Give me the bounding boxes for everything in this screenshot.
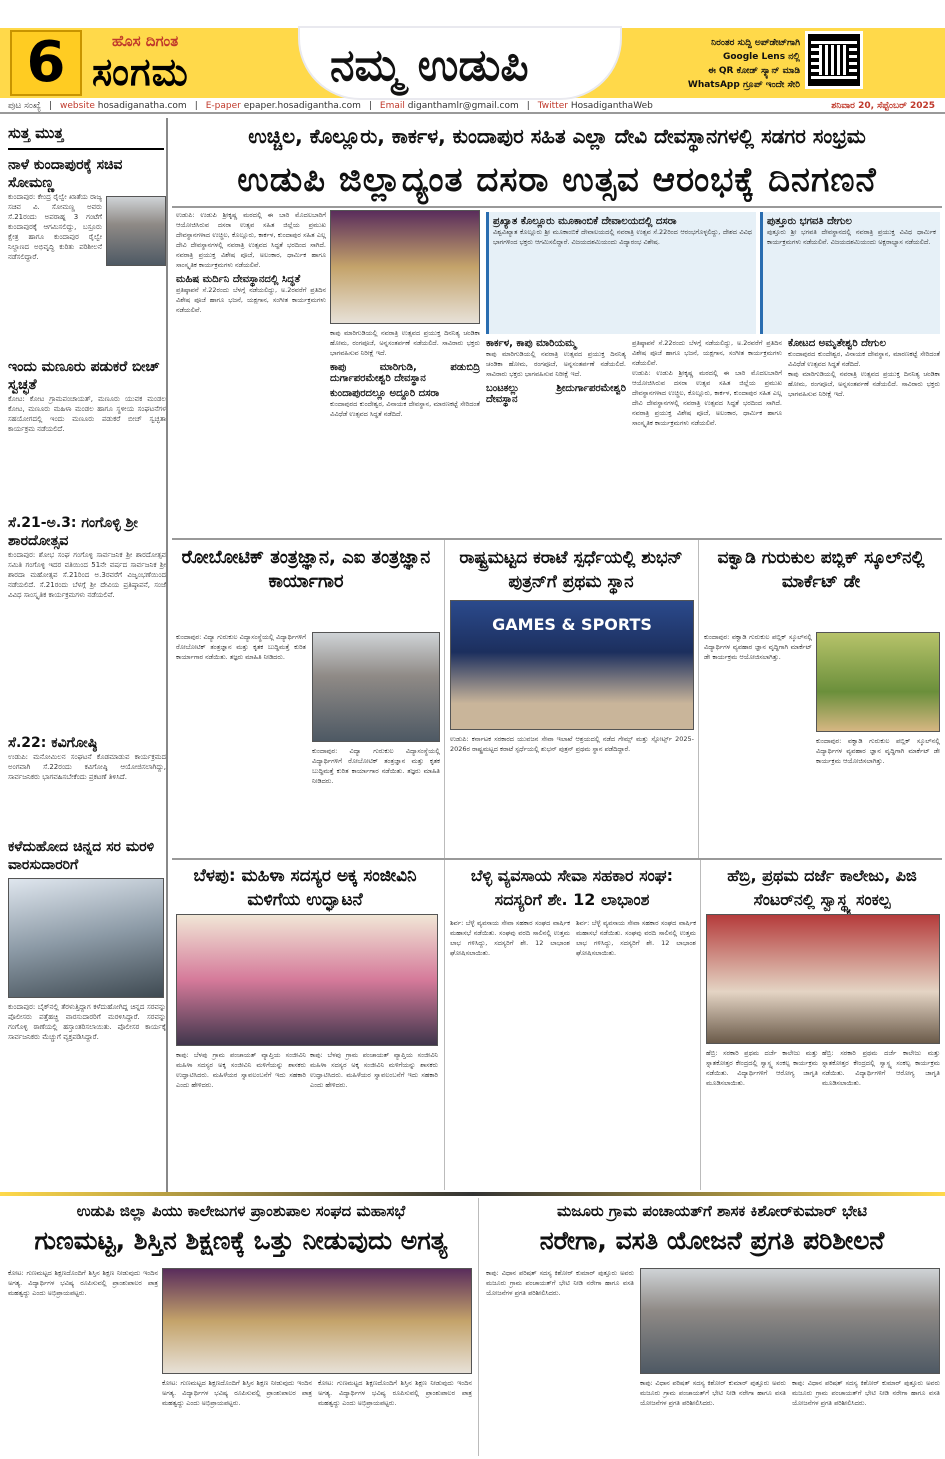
lead-body-3c: ಕಾಪು ಮಾರಿಗುಡಿಯಲ್ಲಿ ನವರಾತ್ರಿ ಉತ್ಸವದ ಪ್ರಯುಕ್ತ ದಿನನಿತ್ಯ ಚಂಡಿಕಾ ಹೋಮ, ರಂಗಪೂಜೆ, ಅನ್ನಸಂತರ್ಪಣೆ ನಡೆಯಲಿದೆ. ಸಾವಿರಾರು ಭಕ್ತರು ಭಾಗವಹಿಸುವ ನಿರೀಕ್ಷೆ ಇದೆ. — [788, 370, 940, 398]
section-logo: ಸುತ್ತ ಮುತ್ತ — [8, 124, 164, 150]
pages-label: ಪುಟ ಸಂಖ್ಯೆ — [8, 101, 41, 111]
qr-line-4: WhatsApp ಗ್ರೂಪ್ ಇಂದೇ ಸೇರಿ — [687, 80, 800, 90]
principals-photo — [162, 1268, 472, 1374]
qr-line-2: Google Lens ನಲ್ಲಿ — [722, 52, 800, 62]
email-label: Email — [379, 101, 405, 111]
story-d-headline: ಬೆಳಪು: ಮಹಿಳಾ ಸದಸ್ಯರ ಅಕ್ಕ ಸಂಜೀವಿನಿ ಮಳಿಗೆಯ ಉದ್ಘಾಟನೆ — [193, 866, 417, 910]
temple-photo — [330, 210, 480, 324]
page-title: ನಮ್ಮ ಉಡುಪಿ — [330, 40, 529, 91]
lead-sub-5: ಬಂಟಕಲ್ಲು ಶ್ರೀದುರ್ಗಾಪರಮೇಶ್ವರಿ ದೇವಸ್ಥಾನ — [486, 383, 626, 405]
story-a-body-2: ಕುಂದಾಪುರ: ವಿದ್ಯಾ ಗುರುಕುಲ ವಿದ್ಯಾಸಂಸ್ಥೆಯಲ್ಲಿ ವಿದ್ಯಾರ್ಥಿಗಳಿಗೆ ರೋಬೋಟಿಕ್ ತಂತ್ರಜ್ಞಾನ ಮತ್ತು ಕೃತಕ ಬುದ್ಧಿಮತ್ತೆ ಕುರಿತ ಕಾರ್ಯಾಗಾರ ನಡೆಯಿತು. ತಜ್ಞರು ಮಾಹಿತಿ ನೀಡಿದರು. — [312, 747, 440, 785]
brief-1-body: ಕುಂದಾಪುರ: ಕೇಂದ್ರ ರೈಲ್ವೇ ಖಾತೆಯ ರಾಜ್ಯ ಸಚಿವ ವಿ. ಸೋಮಣ್ಣ ಅವರು ಸೆ.21ರಂದು ಅಪರಾಹ್ನ 3 ಗಂಟೆಗೆ ಕುಂದಾಪುರಕ್ಕೆ ಆಗಮಿಸಲಿದ್ದು, ಬಸ್ರೂರು ಕ್ಷೇತ್ರ ಹಾಗೂ ಕುಂದಾಪುರ ರೈಲ್ವೇ ನಿಲ್ದಾಣದ ಅಭಿವೃದ್ಧಿ ಕುರಿತು ಪರಿಶೀಲನೆ ನಡೆಸಲಿದ್ದಾರೆ. — [8, 193, 102, 261]
lead-body-4b: ಕುಂದಾಪುರದ ಕುಂದೇಶ್ವರ, ವಿನಾಯಕ ದೇವಸ್ಥಾನ, ಮಾರಣಕಟ್ಟೆ ಸೇರಿದಂತೆ ವಿವಿಧೆಡೆ ಉತ್ಸವದ ಸಿದ್ಧತೆ ನಡೆದಿದೆ. — [788, 350, 940, 368]
minister-photo — [106, 196, 166, 266]
lead-headline: ಉಡುಪಿ ಜಿಲ್ಲಾದ್ಯಂತ ದಸರಾ ಉತ್ಸವ ಆರಂಭಕ್ಕೆ ದಿನಗಣನೆ — [172, 160, 942, 204]
kollur-body: ವಿಶ್ವವಿಖ್ಯಾತ ಕೊಲ್ಲೂರು ಶ್ರೀ ಮೂಕಾಂಬಿಕೆ ದೇವಾಲಯದಲ್ಲಿ ನವರಾತ್ರಿ ಉತ್ಸವ ಸೆ.22ರಿಂದ ಆರಂಭಗೊಳ್ಳಲಿದ್ದು, ದೇಶದ ವಿವಿಧ ಭಾಗಗಳಿಂದ ಭಕ್ತರು ಆಗಮಿಸಲಿದ್ದಾರೆ. ವಿಜಯದಶಮಿಯಂದು ವಿದ್ಯಾರಂಭ ವಿಶೇಷ. — [493, 228, 752, 246]
col-divider-e — [478, 1198, 479, 1456]
lead-col-5 — [788, 338, 940, 535]
col-divider-c — [444, 860, 445, 1190]
market-day-photo — [816, 632, 940, 732]
qr-code-icon[interactable] — [808, 34, 860, 86]
story-h-headline: ನರೇಗಾ, ವಸತಿ ಯೋಜನೆ ಪ್ರಗತಿ ಪರಿಶೀಲನೆ — [539, 1226, 885, 1255]
story-g-body-2: ಕೋಟ: ಗುಣಮಟ್ಟದ ಶಿಕ್ಷಣದೊಂದಿಗೆ ಶಿಸ್ತಿನ ಶಿಕ್ಷಣ ನೀಡುವುದು ಇಂದಿನ ಅಗತ್ಯ. ವಿದ್ಯಾರ್ಥಿಗಳ ಭವಿಷ್ಯ ರೂಪಿಸುವಲ್ಲಿ ಪ್ರಾಂಶುಪಾಲರ ಪಾತ್ರ ಮಹತ್ವದ್ದು ಎಂದು ಅಭಿಪ್ರಾಯಪಟ್ಟರು. — [162, 1379, 312, 1407]
lead-body-1b: ಉಡುಪಿ: ಉಡುಪಿ ಶ್ರೀಕೃಷ್ಣ ಮಠದಲ್ಲಿ ಈ ಬಾರಿ ಮೊದಲಬಾರಿಗೆ ಆಯೋಜಿಸಿರುವ ದಸರಾ ಉತ್ಸವ ಸಹಿತ ಜಿಲ್ಲೆಯ ಪ್ರಮುಖ ದೇವಸ್ಥಾನಗಳಾದ ಉಚ್ಚಿಲ, ಕೊಲ್ಲೂರು, ಕಾರ್ಕಳ, ಕುಂದಾಪುರ ಸಹಿತ ಎಲ್ಲ ದೇವಿ ದೇವಸ್ಥಾನಗಳಲ್ಲಿ ನವರಾತ್ರಿ ಉತ್ಸವದ ಸಿದ್ಧತೆ ಭರದಿಂದ ಸಾಗಿದೆ. ನವರಾತ್ರಿ ಪ್ರಯುಕ್ತ ವಿಶೇಷ ಪೂಜೆ, ಅಲಂಕಾರ, ಧಾರ್ಮಿಕ ಹಾಗೂ ಸಾಂಸ್ಕೃತಿಕ ಕಾರ್ಯಕ್ರಮಗಳು ನಡೆಯಲಿವೆ. — [632, 369, 782, 427]
puttur-box — [760, 212, 940, 334]
lead-kicker: ಉಚ್ಚಿಲ, ಕೊಲ್ಲೂರು, ಕಾರ್ಕಳ, ಕುಂದಾಪುರ ಸಹಿತ ಎಲ್ಲಾ ದೇವಿ ದೇವಸ್ಥಾನಗಳಲ್ಲಿ ಸಡಗರ ಸಂಭ್ರಮ — [248, 124, 866, 148]
story-e-body: ಶಿರ್ವ: ಬೆಳ್ಳೆ ವ್ಯವಸಾಯ ಸೇವಾ ಸಹಕಾರ ಸಂಘದ ವಾರ್ಷಿಕ ಮಹಾಸಭೆ ನಡೆಯಿತು. ಸಂಘವು ವರದಿ ಸಾಲಿನಲ್ಲಿ ಉತ್ತಮ ಲಾಭ ಗಳಿಸಿದ್ದು, ಸದಸ್ಯರಿಗೆ ಶೇ. 12 ಲಾಭಾಂಶ ಘೋಷಿಸಲಾಯಿತು. — [450, 919, 570, 957]
story-f-body: ಹೆಬ್ರಿ: ಸರಕಾರಿ ಪ್ರಥಮ ದರ್ಜೆ ಕಾಲೇಜು ಮತ್ತು ಸ್ನಾತಕೋತ್ತರ ಕೇಂದ್ರದಲ್ಲಿ ಸ್ವಾಸ್ಥ್ಯ ಸಂಕಲ್ಪ ಕಾರ್ಯಕ್ರಮ ನಡೆಯಿತು. ವಿದ್ಯಾರ್ಥಿಗಳಿಗೆ ಆರೋಗ್ಯ ಜಾಗೃತಿ ಮೂಡಿಸಲಾಯಿತು. — [706, 1049, 818, 1087]
brief-1-title: ನಾಳೆ ಕುಂದಾಪುರಕ್ಕೆ ಸಚಿವ ಸೋಮಣ್ಣ — [8, 157, 123, 191]
lead-sub-4: ಕಾರ್ಕಳ, ಕಾಪು ಮಾರಿಯಮ್ಮ — [486, 338, 576, 349]
qr-line-1: ನಿರಂತರ ಸುದ್ದಿ ಅಪ್‌ಡೇಟ್‌ಗಾಗಿ — [711, 38, 800, 48]
lead-sub-6: ಕೋಟದ ಅಮೃತೇಶ್ವರಿ ದೇಗುಲ — [788, 338, 886, 349]
brief-2-title: ಇಂದು ಮಣೂರು ಪಡುಕರೆ ಬೀಚ್ ಸ್ವಚ್ಛತೆ — [8, 359, 160, 393]
brand-name: ಸಂಗಮ — [92, 50, 189, 94]
brief-3-body: ಕುಂದಾಪುರ: ಶೋಭ ಸಂಘ ಗಂಗೊಳ್ಳಿ ಸಾರ್ವಜನಿಕ ಶ್ರೀ ಶಾರದೋತ್ಸವ ಸಮಿತಿ ಗಂಗೊಳ್ಳಿ ಇದರ ವತಿಯಿಂದ 51ನೇ ವರ್ಷದ ಸಾರ್ವಜನಿಕ ಶ್ರೀ ಶಾರದಾ ಮಹೋತ್ಸವ ಸೆ.21ರಿಂದ ಅ.3ರವರೆಗೆ ವಿಜೃಂಭಣೆಯಿಂದ ನಡೆಯಲಿದೆ. ಸೆ.21ರಂದು ಬೆಳಗ್ಗೆ ಶ್ರೀ ದೇವಿಯ ಪ್ರತಿಷ್ಠಾಪನೆ, ಸಂಜೆ ವಿವಿಧ ಸಾಂಸ್ಕೃತಿಕ ಕಾರ್ಯಕ್ರಮಗಳು ನಡೆಯಲಿವೆ. — [8, 551, 166, 599]
story-f-headline: ಹೆಬ್ರಿ, ಪ್ರಥಮ ದರ್ಜೆ ಕಾಲೇಜು, ಪಿಜಿ ಸೆಂಟರ್‌ನಲ್ಲಿ ಸ್ವಾಸ್ಥ್ಯ ಸಂಕಲ್ಪ — [727, 866, 917, 909]
brief-2 — [8, 358, 166, 434]
story-g-body-3: ಕೋಟ: ಗುಣಮಟ್ಟದ ಶಿಕ್ಷಣದೊಂದಿಗೆ ಶಿಸ್ತಿನ ಶಿಕ್ಷಣ ನೀಡುವುದು ಇಂದಿನ ಅಗತ್ಯ. ವಿದ್ಯಾರ್ಥಿಗಳ ಭವಿಷ್ಯ ರೂಪಿಸುವಲ್ಲಿ ಪ್ರಾಂಶುಪಾಲರ ಪಾತ್ರ ಮಹತ್ವದ್ದು ಎಂದು ಅಭಿಪ್ರಾಯಪಟ್ಟರು. — [318, 1379, 472, 1407]
brief-5-body: ಕುಂದಾಪುರ: ಬೈಕ್‌ನಲ್ಲಿ ತೆರಳುತ್ತಿದ್ದಾಗ ಕಳೆದುಹೋಗಿದ್ದ ಚಿನ್ನದ ಸರವನ್ನು ಪೊಲೀಸರು ಪತ್ತೆಹಚ್ಚಿ ವಾರಸುದಾರರಿಗೆ ಮರಳಿಸಿದ್ದಾರೆ. ಸರವನ್ನು ಗಂಗೊಳ್ಳಿ ಠಾಣೆಯಲ್ಲಿ ಹಸ್ತಾಂತರಿಸಲಾಯಿತು. ಪೊಲೀಸರ ಕಾರ್ಯಕ್ಕೆ ಸಾರ್ವಜನಿಕರು ಮೆಚ್ಚುಗೆ ವ್ಯಕ್ತಪಡಿಸಿದ್ದಾರೆ. — [8, 1003, 166, 1041]
story-h-kicker: ಮಜೂರು ಗ್ರಾಮ ಪಂಚಾಯತ್‌ಗೆ ಶಾಸಕ ಕಿಶೋರ್‌ಕುಮಾರ್ ಭೇಟಿ — [556, 1202, 868, 1220]
story-c-headline: ವಕ್ವಾಡಿ ಗುರುಕುಲ ಪಬ್ಲಿಕ್ ಸ್ಕೂಲ್‌ನಲ್ಲಿ ಮಾರ್ಕೆಟ್ ಡೇ — [717, 548, 925, 592]
kollur-title: ಪ್ರಖ್ಯಾತ ಕೊಲ್ಲೂರು ಮೂಕಾಂಬಿಕೆ ದೇವಾಲಯದಲ್ಲಿ ದಸರಾ — [493, 216, 677, 227]
col-divider-b — [698, 540, 699, 858]
lead-sub-1: ಮಹಿಷ ಮರ್ದಿನಿ ದೇವಸ್ಥಾನದಲ್ಲಿ ಸಿದ್ಧತೆ — [176, 274, 301, 285]
lead-body-2: ಪ್ರತಿಷ್ಠಾಪನೆ ಸೆ.22ರಂದು ಬೆಳಗ್ಗೆ ನಡೆಯಲಿದ್ದು, ಅ.2ರವರೆಗೆ ಪ್ರತಿದಿನ ವಿಶೇಷ ಪೂಜೆ ಹಾಗೂ ಭಜನೆ, ಯಕ್ಷಗಾನ, ಸಂಗೀತ ಕಾರ್ಯಕ್ರಮಗಳು ನಡೆಯಲಿವೆ. — [176, 286, 326, 314]
story-g-body: ಕೋಟ: ಗುಣಮಟ್ಟದ ಶಿಕ್ಷಣದೊಂದಿಗೆ ಶಿಸ್ತಿನ ಶಿಕ್ಷಣ ನೀಡುವುದು ಇಂದಿನ ಅಗತ್ಯ. ವಿದ್ಯಾರ್ಥಿಗಳ ಭವಿಷ್ಯ ರೂಪಿಸುವಲ್ಲಿ ಪ್ರಾಂಶುಪಾಲರ ಪಾತ್ರ ಮಹತ್ವದ್ದು ಎಂದು ಅಭಿಪ್ರಾಯಪಟ್ಟರು. — [8, 1269, 158, 1297]
brief-5-title: ಕಳೆದುಹೋದ ಚಿನ್ನದ ಸರ ಮರಳಿ ವಾರಸುದಾರರಿಗೆ — [8, 839, 155, 873]
email-link[interactable]: diganthamlr@gmail.com — [407, 101, 519, 111]
brief-1 — [8, 156, 166, 268]
brand-small: ಹೊಸ ದಿಗಂತ — [112, 32, 179, 50]
lead-body-3: ಕಾಪು ಮಾರಿಗುಡಿಯಲ್ಲಿ ನವರಾತ್ರಿ ಉತ್ಸವದ ಪ್ರಯುಕ್ತ ದಿನನಿತ್ಯ ಚಂಡಿಕಾ ಹೋಮ, ರಂಗಪೂಜೆ, ಅನ್ನಸಂತರ್ಪಣೆ ನಡೆಯಲಿದೆ. ಸಾವಿರಾರು ಭಕ್ತರು ಭಾಗವಹಿಸುವ ನಿರೀಕ್ಷೆ ಇದೆ. — [330, 329, 480, 357]
story-h-body-3: ಕಾಪು: ವಿಧಾನ ಪರಿಷತ್ ಸದಸ್ಯ ಕಿಶೋರ್ ಕುಮಾರ್ ಪುತ್ತೂರು ಅವರು ಮಜೂರು ಗ್ರಾಮ ಪಂಚಾಯತ್‌ಗೆ ಭೇಟಿ ನೀಡಿ ನರೇಗಾ ಹಾಗೂ ವಸತಿ ಯೋಜನೆಗಳ ಪ್ರಗತಿ ಪರಿಶೀಲಿಸಿದರು. — [792, 1379, 940, 1407]
issue-date: ಶನಿವಾರ 20, ಸೆಪ್ಟೆಂಬರ್ 2025 — [831, 101, 935, 111]
col-divider-d — [700, 860, 701, 1190]
lead-body-3b: ಕಾಪು ಮಾರಿಗುಡಿಯಲ್ಲಿ ನವರಾತ್ರಿ ಉತ್ಸವದ ಪ್ರಯುಕ್ತ ದಿನನಿತ್ಯ ಚಂಡಿಕಾ ಹೋಮ, ರಂಗಪೂಜೆ, ಅನ್ನಸಂತರ್ಪಣೆ ನಡೆಯಲಿದೆ. ಸಾವಿರಾರು ಭಕ್ತರು ಭಾಗವಹಿಸುವ ನಿರೀಕ್ಷೆ ಇದೆ. — [486, 350, 626, 378]
story-g-headline: ಗುಣಮಟ್ಟ, ಶಿಸ್ತಿನ ಶಿಕ್ಷಣಕ್ಕೆ ಒತ್ತು ನೀಡುವುದು ಅಗತ್ಯ — [34, 1226, 448, 1255]
sanjeevini-photo — [176, 914, 438, 1046]
brief-4-title: ಸೆ.22: ಕವಿಗೋಷ್ಠಿ — [8, 735, 98, 751]
lead-col-4 — [632, 338, 782, 535]
lead-col-2 — [330, 328, 480, 535]
twitter-label: Twitter — [537, 101, 568, 111]
story-c-body: ಕುಂದಾಪುರ: ವಕ್ವಾಡಿ ಗುರುಕುಲ ಪಬ್ಲಿಕ್ ಸ್ಕೂಲ್‌ನಲ್ಲಿ ವಿದ್ಯಾರ್ಥಿಗಳ ವ್ಯವಹಾರ ಜ್ಞಾನ ವೃದ್ಧಿಗಾಗಿ ಮಾರ್ಕೆಟ್ ಡೇ ಕಾರ್ಯಕ್ರಮ ಆಯೋಜಿಸಲಾಗಿತ್ತು. — [704, 633, 812, 661]
karate-photo: GAMES & SPORTS — [450, 600, 694, 730]
panchayat-photo — [640, 1268, 940, 1374]
qr-line-3: ಈ QR ಕೋಡ್ ಸ್ಕ್ಯಾನ್ ಮಾಡಿ — [707, 66, 800, 76]
website-link[interactable]: hosadiganatha.com — [97, 101, 187, 111]
lead-body-4: ಕುಂದಾಪುರದ ಕುಂದೇಶ್ವರ, ವಿನಾಯಕ ದೇವಸ್ಥಾನ, ಮಾರಣಕಟ್ಟೆ ಸೇರಿದಂತೆ ವಿವಿಧೆಡೆ ಉತ್ಸವದ ಸಿದ್ಧತೆ ನಡೆದಿದೆ. — [330, 400, 480, 418]
brief-4-body: ಉಡುಪಿ: ಮನೋಮಿಲನ ಸಂಘಟನೆ ಕೊಡಮಾಡುವ ಕಾರ್ಯಕ್ರಮದ ಅಂಗವಾಗಿ ಸೆ.22ರಂದು ಕವಿಗೋಷ್ಠಿ ಆಯೋಜಿಸಲಾಗಿದ್ದು, ಸಾರ್ವಜನಿಕರು ಭಾಗವಹಿಸಬೇಕೆಂದು ಪ್ರಕಟಣೆ ತಿಳಿಸಿದೆ. — [8, 753, 166, 781]
lead-divider — [172, 206, 942, 208]
lead-body-2b: ಪ್ರತಿಷ್ಠಾಪನೆ ಸೆ.22ರಂದು ಬೆಳಗ್ಗೆ ನಡೆಯಲಿದ್ದು, ಅ.2ರವರೆಗೆ ಪ್ರತಿದಿನ ವಿಶೇಷ ಪೂಜೆ ಹಾಗೂ ಭಜನೆ, ಯಕ್ಷಗಾನ, ಸಂಗೀತ ಕಾರ್ಯಕ್ರಮಗಳು ನಡೆಯಲಿವೆ. — [632, 339, 782, 367]
puttur-title: ಪುತ್ತೂರು ಭಗವತಿ ದೇಗುಲ — [767, 216, 852, 227]
qr-text — [660, 36, 800, 92]
brief-3 — [8, 514, 166, 600]
col-divider-a — [444, 540, 445, 858]
story-g-kicker: ಉಡುಪಿ ಜಿಲ್ಲಾ ಪಿಯು ಕಾಲೇಜುಗಳ ಪ್ರಾಂಶುಪಾಲ ಸಂಘದ ಮಹಾಸಭೆ — [76, 1202, 406, 1220]
story-d-body: ಕಾಪು: ಬೆಳಪು ಗ್ರಾಮ ಪಂಚಾಯತ್ ವ್ಯಾಪ್ತಿಯ ಸಂಜೀವಿನಿ ಮಹಿಳಾ ಸದಸ್ಯರ ಅಕ್ಕ ಸಂಜೀವಿನಿ ಮಳಿಗೆಯನ್ನು ಶಾಸಕರು ಉದ್ಘಾಟಿಸಿದರು. ಮಹಿಳೆಯರ ಸ್ವಾವಲಂಬನೆಗೆ ಇದು ಸಹಕಾರಿ ಎಂದು ಹೇಳಿದರು. — [176, 1051, 306, 1089]
story-e-headline: ಬೆಳ್ಳಿ ವ್ಯವಸಾಯ ಸೇವಾ ಸಹಕಾರ ಸಂಘ: ಸದಸ್ಯರಿಗೆ ಶೇ. 12 ಲಾಭಾಂಶ — [470, 866, 674, 909]
lead-sub-2: ಕಾಪು ಮಾರಿಗುಡಿ, ಪಡುಬಿದ್ರಿ ದುರ್ಗಾಪರಮೇಶ್ವರಿ ದೇವಸ್ಥಾನ — [330, 362, 480, 384]
lead-col-3 — [486, 338, 626, 535]
robotics-photo — [312, 632, 440, 742]
lead-col-1 — [176, 210, 326, 535]
brief-5 — [8, 838, 166, 1042]
brief-4 — [8, 734, 166, 782]
puttur-body: ಪುತ್ತೂರು ಶ್ರೀ ಭಗವತಿ ದೇವಸ್ಥಾನದಲ್ಲಿ ನವರಾತ್ರಿ ಪ್ರಯುಕ್ತ ವಿವಿಧ ಧಾರ್ಮಿಕ ಕಾರ್ಯಕ್ರಮಗಳು ನಡೆಯಲಿವೆ. ವಿಜಯದಶಮಿಯಂದು ಅಕ್ಷರಾಭ್ಯಾಸ ನಡೆಯಲಿದೆ. — [767, 228, 936, 246]
story-b-headline: ರಾಷ್ಟ್ರಮಟ್ಟದ ಕರಾಟೆ ಸ್ಪರ್ಧೆಯಲ್ಲಿ ಶುಭನ್ ಪುತ್ರನ್‌ಗೆ ಪ್ರಥಮ ಸ್ಥಾನ — [459, 548, 683, 592]
story-d-body-2: ಕಾಪು: ಬೆಳಪು ಗ್ರಾಮ ಪಂಚಾಯತ್ ವ್ಯಾಪ್ತಿಯ ಸಂಜೀವಿನಿ ಮಹಿಳಾ ಸದಸ್ಯರ ಅಕ್ಕ ಸಂಜೀವಿನಿ ಮಳಿಗೆಯನ್ನು ಶಾಸಕರು ಉದ್ಘಾಟಿಸಿದರು. ಮಹಿಳೆಯರ ಸ್ವಾವಲಂಬನೆಗೆ ಇದು ಸಹಕಾರಿ ಎಂದು ಹೇಳಿದರು. — [310, 1051, 438, 1089]
story-e-body-2: ಶಿರ್ವ: ಬೆಳ್ಳೆ ವ್ಯವಸಾಯ ಸೇವಾ ಸಹಕಾರ ಸಂಘದ ವಾರ್ಷಿಕ ಮಹಾಸಭೆ ನಡೆಯಿತು. ಸಂಘವು ವರದಿ ಸಾಲಿನಲ್ಲಿ ಉತ್ತಮ ಲಾಭ ಗಳಿಸಿದ್ದು, ಸದಸ್ಯರಿಗೆ ಶೇ. 12 ಲಾಭಾಂಶ ಘೋಷಿಸಲಾಯಿತು. — [576, 919, 696, 957]
epaper-link[interactable]: epaper.hosadigantha.com — [243, 101, 361, 111]
brief-2-body: ಕೋಟ: ಕೋಟ ಗ್ರಾಮಪಂಚಾಯತ್, ಮಣೂರು ಯುವಕ ಮಂಡಲ ಕೋಟ, ಮಣೂರು ಮಹಿಳಾ ಮಂಡಲ ಹಾಗೂ ಸ್ಥಳೀಯ ಸಂಘಟನೆಗಳ ಸಹಯೋಗದಲ್ಲಿ ಇಂದು ಮಣೂರು ಪಡುಕರೆ ಬೀಚ್ ಸ್ವಚ್ಛತಾ ಕಾರ್ಯಕ್ರಮ ನಡೆಯಲಿದೆ. — [8, 395, 166, 433]
website-label: website — [60, 101, 95, 111]
story-a-headline: ರೋಬೋಟಿಕ್ ತಂತ್ರಜ್ಞಾನ, ಎಐ ತಂತ್ರಜ್ಞಾನ ಕಾರ್ಯಾಗಾರ — [181, 547, 431, 592]
brief-3-title: ಸೆ.21-ಅ.3: ಗಂಗೊಳ್ಳಿ ಶ್ರೀ ಶಾರದೋತ್ಸವ — [8, 515, 138, 549]
info-bar: ಪುಟ ಸಂಖ್ಯೆ | website hosadiganatha.com | E-paper epaper.hosadigantha.com | Email diganthamlr@gmail.com | Twitter HosadiganthaWeb ಶನಿವಾರ 20, ಸೆಪ್ಟೆಂಬರ್ 2025 — [0, 100, 945, 114]
story-f-body-2: ಹೆಬ್ರಿ: ಸರಕಾರಿ ಪ್ರಥಮ ದರ್ಜೆ ಕಾಲೇಜು ಮತ್ತು ಸ್ನಾತಕೋತ್ತರ ಕೇಂದ್ರದಲ್ಲಿ ಸ್ವಾಸ್ಥ್ಯ ಸಂಕಲ್ಪ ಕಾರ್ಯಕ್ರಮ ನಡೆಯಿತು. ವಿದ್ಯಾರ್ಥಿಗಳಿಗೆ ಆರೋಗ್ಯ ಜಾಗೃತಿ ಮೂಡಿಸಲಾಯಿತು. — [822, 1049, 940, 1087]
lead-sub-3: ಕುಂದಾಪುರದಲ್ಲೂ ಅದ್ದೂರಿ ದಸರಾ — [330, 388, 440, 399]
story-c-body-2: ಕುಂದಾಪುರ: ವಕ್ವಾಡಿ ಗುರುಕುಲ ಪಬ್ಲಿಕ್ ಸ್ಕೂಲ್‌ನಲ್ಲಿ ವಿದ್ಯಾರ್ಥಿಗಳ ವ್ಯವಹಾರ ಜ್ಞಾನ ವೃದ್ಧಿಗಾಗಿ ಮಾರ್ಕೆಟ್ ಡೇ ಕಾರ್ಯಕ್ರಮ ಆಯೋಜಿಸಲಾಗಿತ್ತು. — [816, 737, 940, 765]
twitter-link[interactable]: HosadiganthaWeb — [570, 101, 653, 111]
story-h-body: ಕಾಪು: ವಿಧಾನ ಪರಿಷತ್ ಸದಸ್ಯ ಕಿಶೋರ್ ಕುಮಾರ್ ಪುತ್ತೂರು ಅವರು ಮಜೂರು ಗ್ರಾಮ ಪಂಚಾಯತ್‌ಗೆ ಭೇಟಿ ನೀಡಿ ನರೇಗಾ ಹಾಗೂ ವಸತಿ ಯೋಜನೆಗಳ ಪ್ರಗತಿ ಪರಿಶೀಲಿಸಿದರು. — [486, 1269, 634, 1297]
page-number: 6 — [10, 30, 82, 96]
kollur-box — [486, 212, 756, 334]
swasthya-photo — [706, 914, 940, 1044]
police-handover-photo — [8, 878, 164, 998]
story-a-body: ಕುಂದಾಪುರ: ವಿದ್ಯಾ ಗುರುಕುಲ ವಿದ್ಯಾಸಂಸ್ಥೆಯಲ್ಲಿ ವಿದ್ಯಾರ್ಥಿಗಳಿಗೆ ರೋಬೋಟಿಕ್ ತಂತ್ರಜ್ಞಾನ ಮತ್ತು ಕೃತಕ ಬುದ್ಧಿಮತ್ತೆ ಕುರಿತ ಕಾರ್ಯಾಗಾರ ನಡೆಯಿತು. ತಜ್ಞರು ಮಾಹಿತಿ ನೀಡಿದರು. — [176, 633, 306, 661]
story-h-body-2: ಕಾಪು: ವಿಧಾನ ಪರಿಷತ್ ಸದಸ್ಯ ಕಿಶೋರ್ ಕುಮಾರ್ ಪುತ್ತೂರು ಅವರು ಮಜೂರು ಗ್ರಾಮ ಪಂಚಾಯತ್‌ಗೆ ಭೇಟಿ ನೀಡಿ ನರೇಗಾ ಹಾಗೂ ವಸತಿ ಯೋಜನೆಗಳ ಪ್ರಗತಿ ಪರಿಶೀಲಿಸಿದರು. — [640, 1379, 786, 1407]
lead-body-1: ಉಡುಪಿ: ಉಡುಪಿ ಶ್ರೀಕೃಷ್ಣ ಮಠದಲ್ಲಿ ಈ ಬಾರಿ ಮೊದಲಬಾರಿಗೆ ಆಯೋಜಿಸಿರುವ ದಸರಾ ಉತ್ಸವ ಸಹಿತ ಜಿಲ್ಲೆಯ ಪ್ರಮುಖ ದೇವಸ್ಥಾನಗಳಾದ ಉಚ್ಚಿಲ, ಕೊಲ್ಲೂರು, ಕಾರ್ಕಳ, ಕುಂದಾಪುರ ಸಹಿತ ಎಲ್ಲ ದೇವಿ ದೇವಸ್ಥಾನಗಳಲ್ಲಿ ನವರಾತ್ರಿ ಉತ್ಸವದ ಸಿದ್ಧತೆ ಭರದಿಂದ ಸಾಗಿದೆ. ನವರಾತ್ರಿ ಪ್ರಯುಕ್ತ ವಿಶೇಷ ಪೂಜೆ, ಅಲಂಕಾರ, ಧಾರ್ಮಿಕ ಹಾಗೂ ಸಾಂಸ್ಕೃತಿಕ ಕಾರ್ಯಕ್ರಮಗಳು ನಡೆಯಲಿವೆ. — [176, 211, 326, 269]
epaper-label: E-paper — [205, 101, 241, 111]
row-divider-1 — [172, 538, 942, 540]
row-divider-2 — [172, 858, 942, 860]
story-b-body: ಉಡುಪಿ: ಕರ್ನಾಟಕ ಸರಕಾರದ ಯುವಜನ ಸೇವಾ ಇಲಾಖೆ ಆಶ್ರಯದಲ್ಲಿ ನಡೆದ ಗೇಮ್ಸ್ ಮತ್ತು ಸ್ಪೋರ್ಟ್ಸ್ 2025-2026ರ ರಾಷ್ಟ್ರಮಟ್ಟದ ಕರಾಟೆ ಸ್ಪರ್ಧೆಯಲ್ಲಿ ಶುಭನ್ ಪುತ್ರನ್ ಪ್ರಥಮ ಸ್ಥಾನ ಪಡೆದಿದ್ದಾರೆ. — [450, 735, 694, 753]
